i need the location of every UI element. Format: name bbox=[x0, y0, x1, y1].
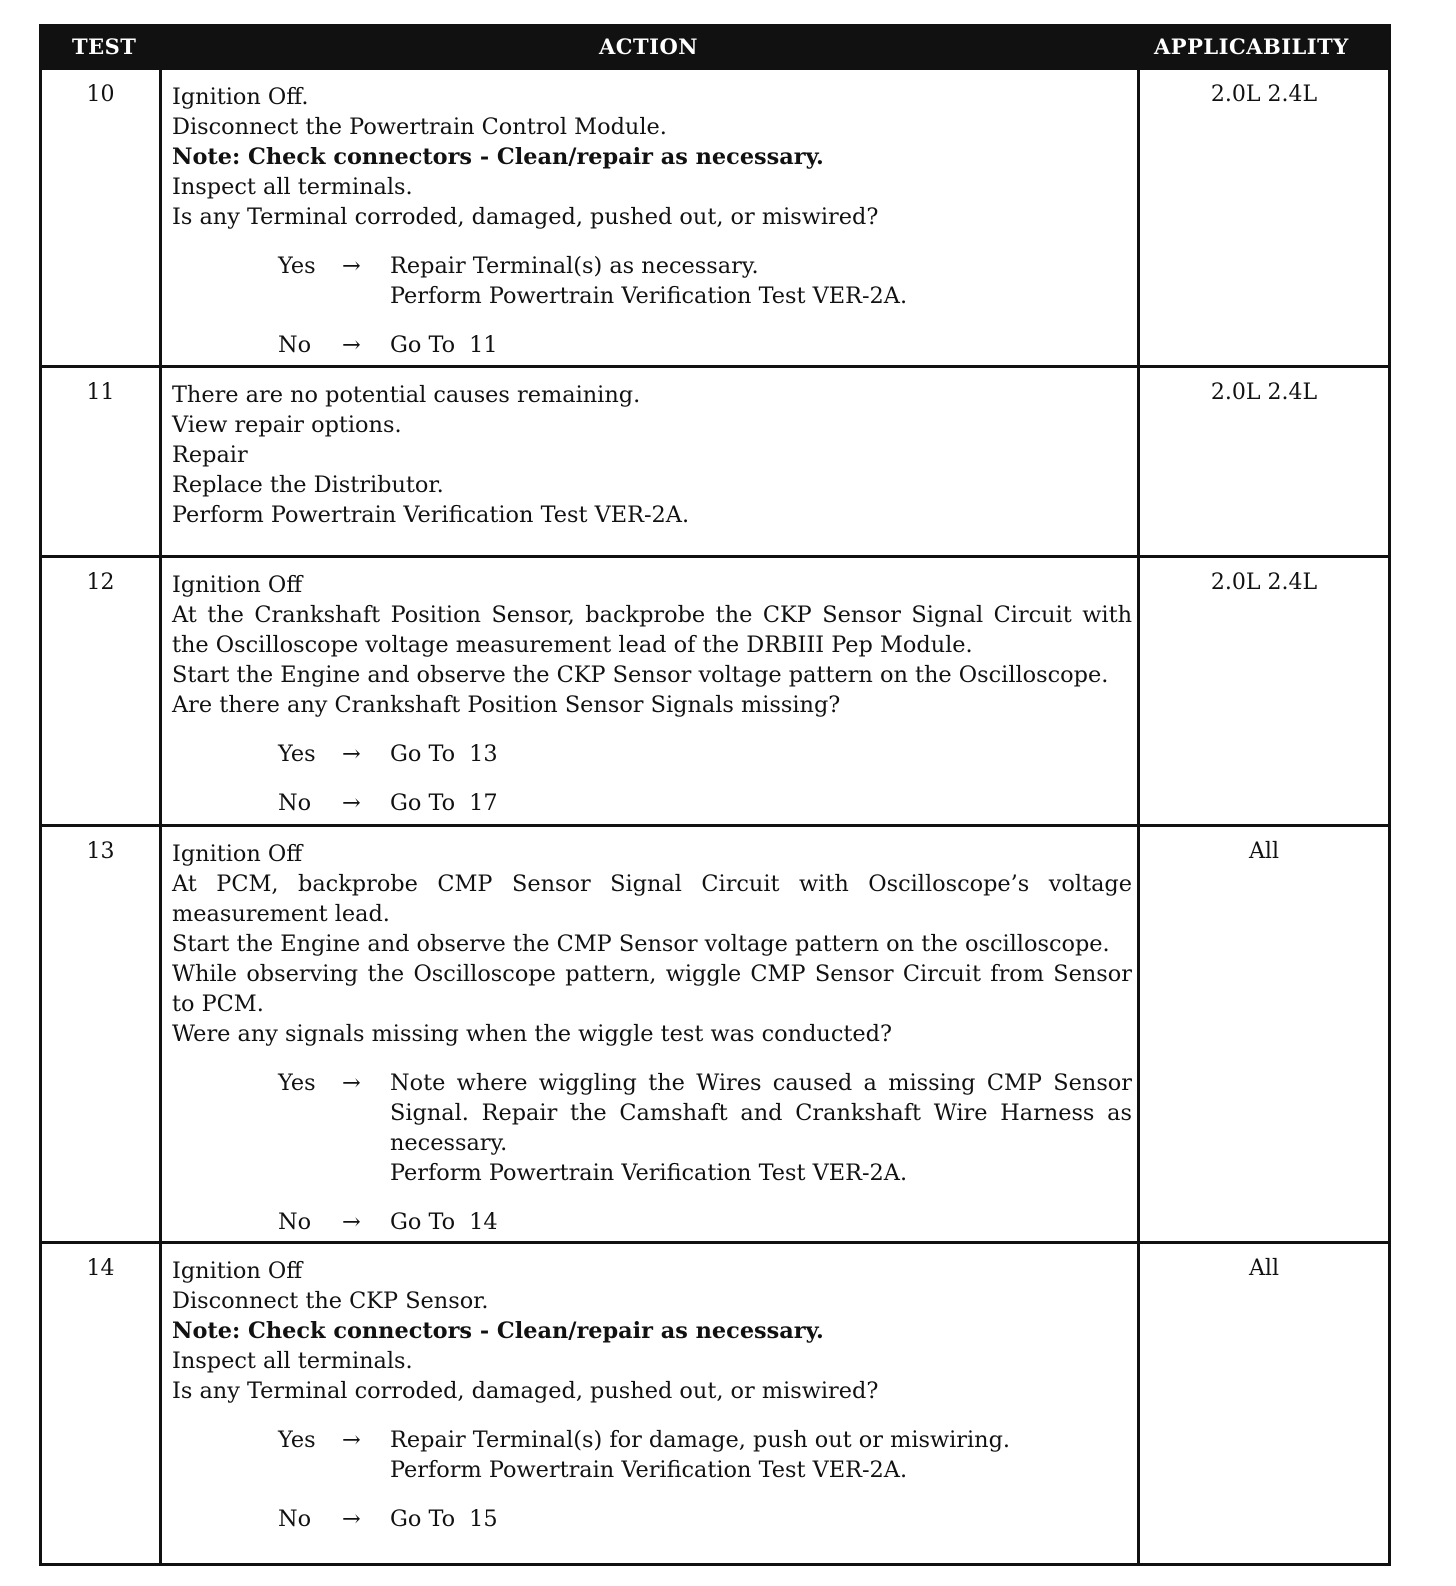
no-label: No bbox=[278, 790, 312, 816]
table-header bbox=[42, 27, 1388, 67]
action-line: Inspect all terminals. bbox=[172, 174, 413, 200]
test-number: 14 bbox=[86, 1256, 115, 1281]
no-label: No bbox=[278, 1506, 312, 1532]
header-applicability: APPLICABILITY bbox=[1154, 34, 1349, 59]
arrow-icon: → bbox=[342, 332, 361, 358]
note-line: Note: Check connectors - Clean/repair as necessary. bbox=[172, 144, 824, 170]
yes-label: Yes bbox=[278, 1427, 316, 1453]
applicability-cell: All bbox=[1249, 1256, 1279, 1281]
action-cell bbox=[172, 570, 1132, 818]
note-line: Note: Check connectors - Clean/repair as necessary. bbox=[172, 1318, 824, 1344]
arrow-icon: → bbox=[342, 790, 361, 816]
yes-result: Perform Powertrain Verification Test VER-2A. bbox=[390, 1457, 908, 1483]
no-option bbox=[172, 330, 1132, 360]
action-line: Start the Engine and observe the CKP Sensor voltage pattern on the Oscilloscope. bbox=[172, 662, 1109, 688]
arrow-icon: → bbox=[342, 1427, 361, 1453]
action-line: There are no potential causes remaining. bbox=[172, 382, 641, 408]
test-number: 12 bbox=[86, 570, 115, 595]
table-row-test-14 bbox=[42, 1241, 1388, 1563]
action-cell bbox=[172, 839, 1132, 1237]
action-line: At PCM, backprobe CMP Sensor Signal Circuit with Oscilloscope’s voltage measurement lead. bbox=[172, 871, 1132, 927]
header-action: ACTION bbox=[599, 34, 698, 59]
action-line: Are there any Crankshaft Position Sensor Signals missing? bbox=[172, 692, 841, 718]
goto-text: Go To bbox=[390, 1506, 456, 1532]
action-cell bbox=[172, 1256, 1132, 1534]
goto-text: Go To bbox=[390, 332, 456, 358]
applicability-cell: All bbox=[1249, 839, 1279, 864]
yes-result: Note where wiggling the Wires caused a missing CMP Sensor Signal. Repair the Camshaft and Crankshaft Wire Harness as necessary. bbox=[390, 1070, 1132, 1156]
action-line: Disconnect the CKP Sensor. bbox=[172, 1288, 489, 1314]
action-line: Start the Engine and observe the CMP Sensor voltage pattern on the oscilloscope. bbox=[172, 931, 1110, 957]
test-number: 13 bbox=[86, 839, 115, 864]
yes-option bbox=[172, 1425, 1132, 1485]
yes-result: Perform Powertrain Verification Test VER-2A. bbox=[390, 283, 908, 309]
no-option bbox=[172, 1207, 1132, 1237]
yes-label: Yes bbox=[278, 741, 316, 767]
repair-line: Perform Powertrain Verification Test VER-2A. bbox=[172, 502, 690, 528]
header-test: TEST bbox=[72, 34, 137, 59]
table-row-test-13 bbox=[42, 824, 1388, 1241]
applicability-cell: 2.0L 2.4L bbox=[1210, 570, 1318, 595]
repair-line: Replace the Distributor. bbox=[172, 472, 444, 498]
applicability-cell: 2.0L 2.4L bbox=[1210, 82, 1318, 107]
goto-number: 17 bbox=[469, 790, 498, 816]
goto-number: 15 bbox=[469, 1506, 498, 1532]
action-line: View repair options. bbox=[172, 412, 402, 438]
applicability-cell: 2.0L 2.4L bbox=[1210, 380, 1318, 405]
no-option bbox=[172, 1504, 1132, 1534]
yes-result: Perform Powertrain Verification Test VER-2A. bbox=[390, 1160, 908, 1186]
arrow-icon: → bbox=[342, 1209, 361, 1235]
goto-number: 14 bbox=[469, 1209, 498, 1235]
table-row-test-10 bbox=[42, 67, 1388, 365]
goto-text: Go To bbox=[390, 790, 456, 816]
action-line: While observing the Oscilloscope pattern, wiggle CMP Sensor Circuit from Sensor to PCM. bbox=[172, 961, 1132, 1017]
action-line: At the Crankshaft Position Sensor, backprobe the CKP Sensor Signal Circuit with the Oscilloscope voltage measurement lead of the DRBIII Pep Module. bbox=[172, 602, 1132, 658]
yes-label: Yes bbox=[278, 253, 316, 279]
action-line: Disconnect the Powertrain Control Module. bbox=[172, 114, 667, 140]
table-row-test-12 bbox=[42, 555, 1388, 824]
action-line: Ignition Off bbox=[172, 1258, 303, 1284]
action-line: Ignition Off bbox=[172, 572, 303, 598]
arrow-icon: → bbox=[342, 253, 361, 279]
yes-option bbox=[172, 739, 1132, 769]
no-label: No bbox=[278, 332, 312, 358]
action-line: Inspect all terminals. bbox=[172, 1348, 413, 1374]
action-line: Were any signals missing when the wiggle test was conducted? bbox=[172, 1021, 892, 1047]
action-line: Is any Terminal corroded, damaged, pushed out, or miswired? bbox=[172, 1378, 879, 1404]
yes-option bbox=[172, 251, 1132, 311]
action-line: Is any Terminal corroded, damaged, pushed out, or miswired? bbox=[172, 204, 879, 230]
yes-option bbox=[172, 1068, 1132, 1188]
repair-label: Repair bbox=[172, 442, 248, 468]
arrow-icon: → bbox=[342, 1506, 361, 1532]
action-cell bbox=[172, 82, 1132, 360]
no-label: No bbox=[278, 1209, 312, 1235]
goto-number: 11 bbox=[469, 332, 498, 358]
arrow-icon: → bbox=[342, 741, 361, 767]
goto-text: Go To bbox=[390, 1209, 456, 1235]
diagnostic-table bbox=[39, 24, 1391, 1566]
no-option bbox=[172, 788, 1132, 818]
goto-text: Go To bbox=[390, 741, 456, 767]
table-row-test-11 bbox=[42, 365, 1388, 555]
yes-result: Repair Terminal(s) as necessary. bbox=[390, 253, 759, 279]
yes-result: Repair Terminal(s) for damage, push out or miswiring. bbox=[390, 1427, 1011, 1453]
test-number: 11 bbox=[86, 380, 115, 405]
arrow-icon: → bbox=[342, 1070, 361, 1096]
action-cell bbox=[172, 380, 1132, 530]
yes-label: Yes bbox=[278, 1070, 316, 1096]
goto-number: 13 bbox=[469, 741, 498, 767]
test-number: 10 bbox=[86, 82, 115, 107]
action-line: Ignition Off. bbox=[172, 84, 309, 110]
action-line: Ignition Off bbox=[172, 841, 303, 867]
